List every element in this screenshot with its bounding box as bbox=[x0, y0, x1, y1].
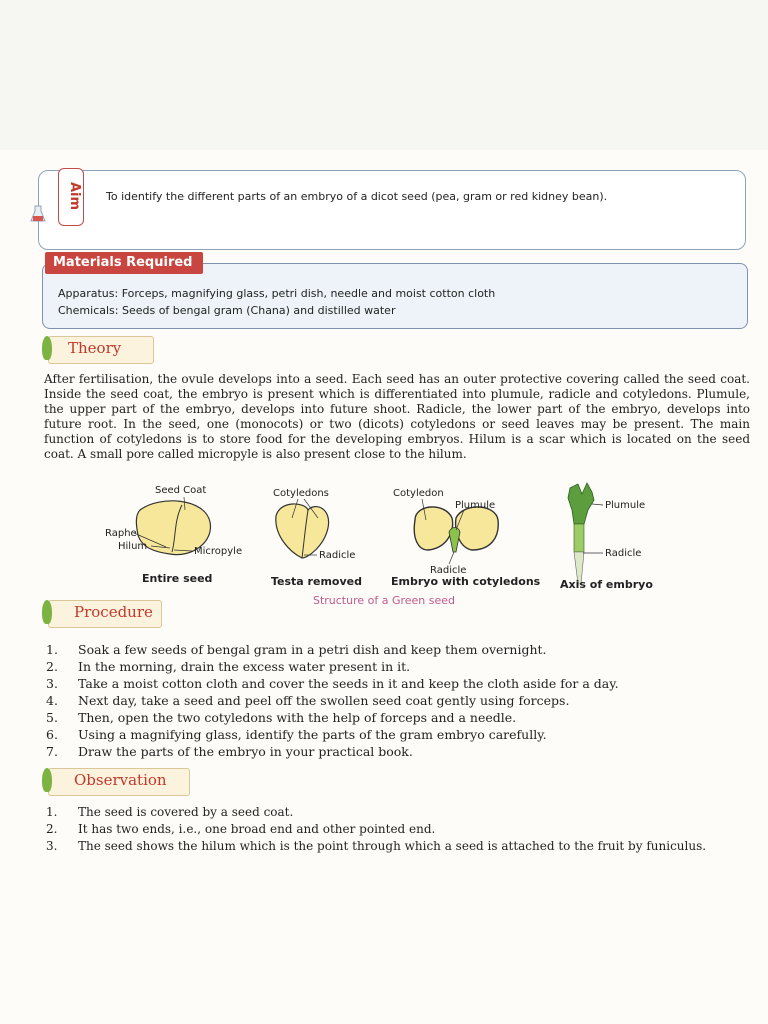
list-item: 2. In the morning, drain the excess water present in it. bbox=[46, 659, 411, 674]
page-top-margin bbox=[0, 0, 768, 150]
label-plumule-1: Plumule bbox=[455, 500, 496, 511]
procedure-heading: Procedure bbox=[74, 603, 153, 621]
materials-apparatus: Apparatus: Forceps, magnifying glass, petri dish, needle and moist cotton cloth bbox=[58, 287, 496, 300]
aim-text: To identify the different parts of an embryo of a dicot seed (pea, gram or red kidney bean). bbox=[106, 190, 608, 203]
seed-structure-diagram bbox=[100, 480, 660, 610]
leaf-icon bbox=[42, 336, 52, 360]
label-hilum: Hilum bbox=[118, 541, 148, 552]
label-cotyledons: Cotyledons bbox=[273, 488, 329, 499]
label-plumule-2: Plumule bbox=[605, 500, 646, 511]
list-item: 1. The seed is covered by a seed coat. bbox=[46, 805, 294, 819]
diagram-title: Structure of a Green seed bbox=[312, 594, 456, 607]
procedure-list bbox=[46, 641, 746, 760]
axis-embryo-figure bbox=[560, 483, 653, 591]
leaf-icon bbox=[42, 600, 52, 624]
list-item: 5. Then, open the two cotyledons with the help of forceps and a needle. bbox=[46, 710, 517, 725]
list-item: 2. It has two ends, i.e., one broad end and other pointed end. bbox=[46, 822, 436, 836]
label-radicle-3: Radicle bbox=[605, 548, 642, 559]
caption-embryo-cotyledons: Embryo with cotyledons bbox=[391, 575, 541, 588]
label-micropyle: Micropyle bbox=[194, 546, 243, 557]
materials-heading: Materials Required bbox=[45, 252, 203, 274]
list-item: 3. Take a moist cotton cloth and cover the seeds in it and keep the cloth aside for a day. bbox=[46, 676, 619, 691]
aim-label: Aim bbox=[67, 181, 82, 211]
observation-list bbox=[46, 804, 756, 855]
list-item: 3. The seed shows the hilum which is the point through which a seed is attached to the fruit by funiculus. bbox=[46, 839, 707, 853]
caption-entire-seed: Entire seed bbox=[142, 572, 213, 585]
label-radicle-1: Radicle bbox=[319, 550, 356, 561]
theory-heading: Theory bbox=[68, 339, 122, 357]
leaf-icon bbox=[42, 768, 52, 792]
aim-box bbox=[38, 170, 746, 250]
theory-paragraph: After fertilisation, the ovule develops into a seed. Each seed has an outer protective covering called the seed coat. Inside the seed coat, the embryo is present which is differentiated into plumule, radicle and cotyledons. Plumule, the upper part of the embryo, develops into future shoot. Radicle, the lower part of the embryo, develops into future root. In the seed, one (monocots) or two (dicots) cotyledons or seed leaves may be present. The main function of cotyledons is to store food for the developing embryos. Hilum is a scar which is located on the seed coat. A small pore called micropyle is also present close to the hilum. bbox=[44, 372, 750, 461]
list-item: 4. Next day, take a seed and peel off the swollen seed coat gently using forceps. bbox=[46, 693, 570, 708]
testa-removed-figure bbox=[271, 488, 362, 588]
entire-seed-figure bbox=[105, 485, 242, 585]
materials-chemicals: Chemicals: Seeds of bengal gram (Chana) and distilled water bbox=[58, 304, 396, 317]
label-raphe: Raphe bbox=[105, 528, 137, 539]
label-radicle-2: Radicle bbox=[430, 565, 467, 576]
flask-icon bbox=[30, 205, 46, 223]
list-item: 7. Draw the parts of the embryo in your practical book. bbox=[46, 744, 413, 759]
caption-testa-removed: Testa removed bbox=[271, 575, 362, 588]
embryo-cotyledons-figure bbox=[391, 488, 541, 588]
label-seed-coat: Seed Coat bbox=[155, 485, 207, 496]
caption-axis-embryo: Axis of embryo bbox=[560, 578, 653, 591]
label-cotyledon: Cotyledon bbox=[393, 488, 444, 499]
list-item: 6. Using a magnifying glass, identify the parts of the gram embryo carefully. bbox=[46, 727, 547, 742]
observation-heading: Observation bbox=[74, 771, 167, 789]
list-item: 1. Soak a few seeds of bengal gram in a petri dish and keep them overnight. bbox=[46, 642, 547, 657]
